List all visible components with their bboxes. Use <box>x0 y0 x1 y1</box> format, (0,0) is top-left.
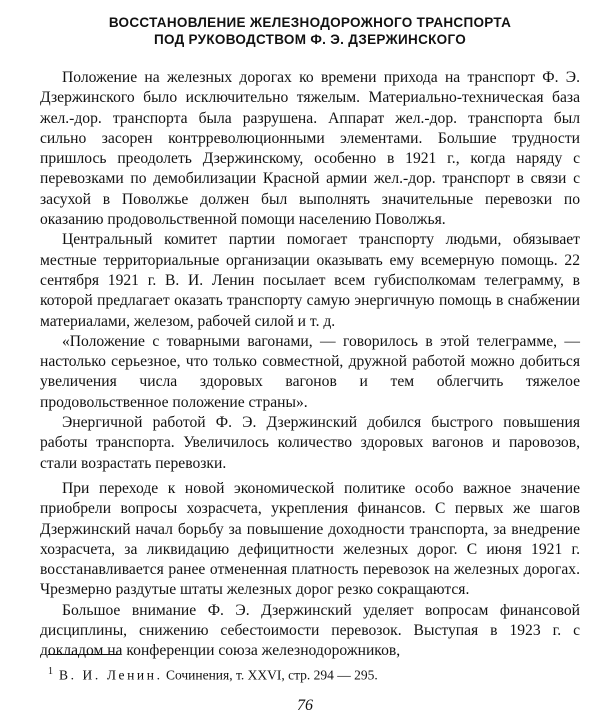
title-line-2: ПОД РУКОВОДСТВОМ Ф. Э. ДЗЕРЖИНСКОГО <box>153 32 467 47</box>
footnote-author: В. И. Ленин. <box>59 667 163 683</box>
page-number: 76 <box>297 697 313 714</box>
footnote <box>48 664 588 684</box>
paragraph: «Положение с товарными вагонами, — говорилось в этой телеграмме, — настолько серьезное, что только совместной, дружной работой можно добиться увеличения числа здоровых вагонов и тем облегчить тяжелое продовольственное положение страны». <box>40 332 580 411</box>
article-body <box>40 68 580 662</box>
footnote-marker: 1 <box>48 666 53 677</box>
paragraph: Энергичной работой Ф. Э. Дзержинский добился быстрого повышения работы транспорта. Увеличилось количество здоровых вагонов и паровозов, стали возрастать перевозки. <box>40 414 580 472</box>
footnote-text: Сочинения, т. XXVI, стр. 294 — 295. <box>165 667 378 683</box>
article-title <box>40 14 580 48</box>
paragraph: Положение на железных дорогах ко времени прихода на транспорт Ф. Э. Дзержинского было исключительно тяжелым. Материально-техническая база жел.-дор. транспорта была разрушена. Аппарат жел.-дор. транспорта был сильно засорен контрреволюционными элементами. Большие трудности пришлось преодолеть Дзержинскому, особенно в 1921 г., когда наряду с перевозками по демобилизации Красной армии жел.-дор. транспорт в связи с засухой в Поволжье должен был выполнять значительные перевозки по оказанию продовольственной помощи населению Поволжья. <box>40 69 580 229</box>
title-line-1: ВОССТАНОВЛЕНИЕ ЖЕЛЕЗНОДОРОЖНОГО ТРАНСПОРТА <box>108 15 512 30</box>
paragraph: Большое внимание Ф. Э. Дзержинский уделяет вопросам финансовой дисциплины, снижению себестоимости перевозок. Выступая в 1923 г. с докладом на конференции союза железнодорожников, <box>40 601 580 660</box>
footnote-divider <box>48 654 120 655</box>
paragraph: При переходе к новой экономической политике особо важное значение приобрели вопросы хозрасчета, укрепления финансов. С первых же шагов Дзержинский начал борьбу за повышение доходности транспорта, за внедрение хозрасчета, за ликвидацию дефицитности железных дорог. С июня 1921 г. восстанавливается ранее отмененная платность перевозок на железных дорогах. Чрезмерно раздутые штаты железных дорог резко сокращаются. <box>40 479 580 599</box>
paragraph: Центральный комитет партии помогает транспорту людьми, обязывает местные территориальные организации оказывать ему всемерную помощь. 22 сентября 1921 г. В. И. Ленин посылает всем губисполкомам телеграмму, в которой предлагает оказать транспорту самую энергичную помощь в снабжении материалами, железом, рабочей силой и т. д. <box>40 231 580 330</box>
